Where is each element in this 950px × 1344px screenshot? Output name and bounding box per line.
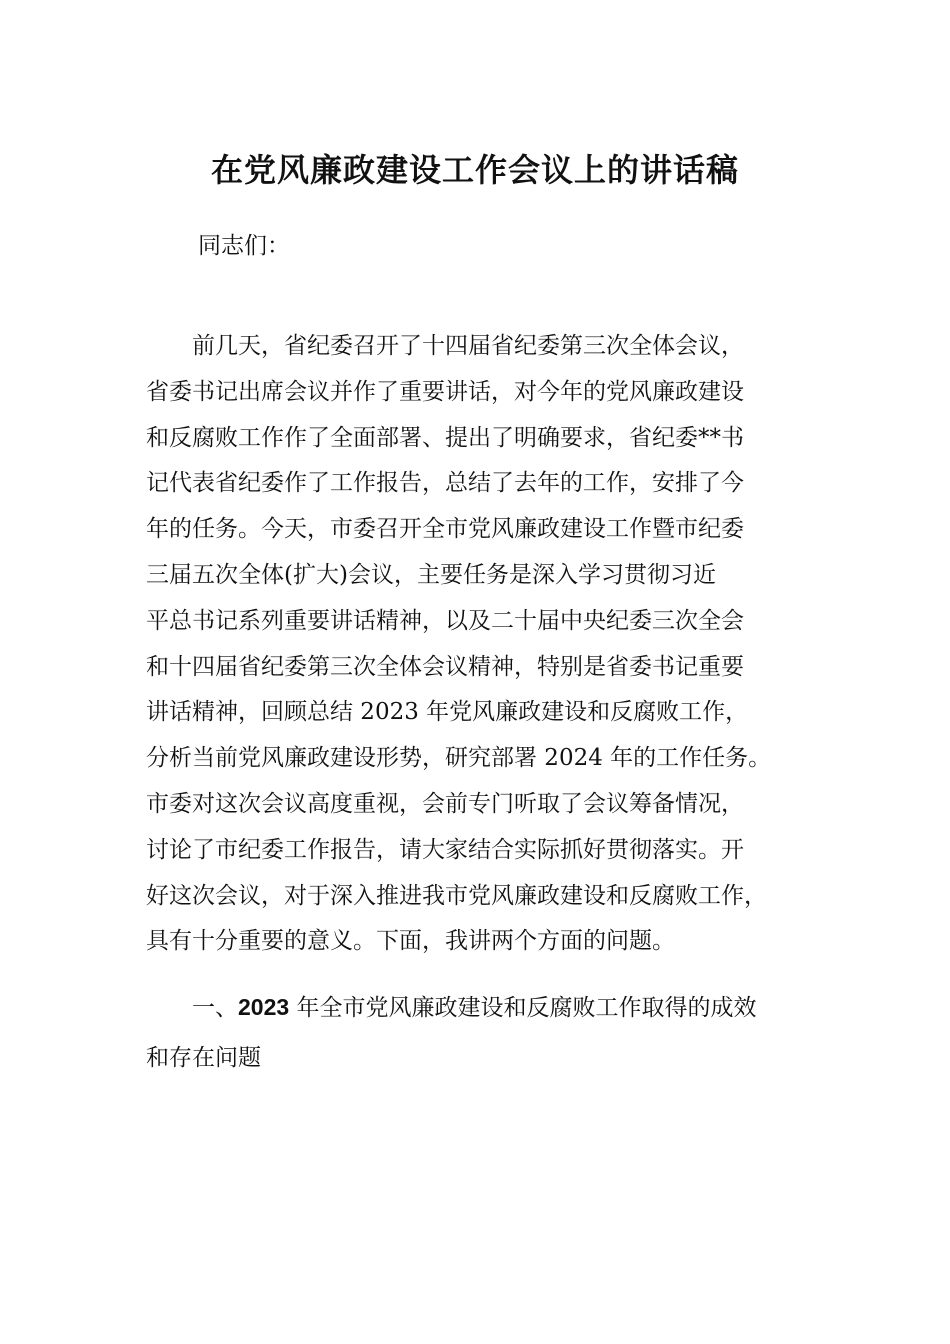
paragraph-line: 和反腐败工作作了全面部署、提出了明确要求，省纪委**书 bbox=[146, 424, 744, 451]
salutation: 同志们： bbox=[198, 233, 290, 259]
paragraph-line: 讨论了市纪委工作报告，请大家结合实际抓好贯彻落实。开 bbox=[146, 836, 744, 863]
paragraph-line: 具有十分重要的意义。下面，我讲两个方面的问题。 bbox=[146, 928, 675, 955]
paragraph-line: 年的任务。今天，市委召开全市党风廉政建设工作暨市纪委 bbox=[146, 516, 744, 543]
paragraph-line: 前几天，省纪委召开了十四届省纪委第三次全体会议， bbox=[146, 333, 744, 359]
heading-prefix: 一、 bbox=[146, 995, 238, 1021]
paragraph-line: 分析当前党风廉政建设形势，研究部署 2024 年的工作任务。 bbox=[146, 745, 772, 772]
paragraph-line: 市委对这次会议高度重视，会前专门听取了会议筹备情况， bbox=[146, 790, 744, 817]
paragraph-line: 平总书记系列重要讲话精神，以及二十届中央纪委三次全会 bbox=[146, 607, 744, 634]
section-heading bbox=[146, 982, 816, 1084]
heading-line bbox=[146, 982, 816, 1033]
heading-line: 和存在问题 bbox=[146, 1045, 261, 1071]
paragraph-line: 好这次会议，对于深入推进我市党风廉政建设和反腐败工作， bbox=[146, 882, 767, 909]
body-paragraph bbox=[146, 324, 816, 965]
heading-year: 2023 bbox=[238, 994, 290, 1020]
paragraph-line: 记代表省纪委作了工作报告，总结了去年的工作，安排了今 bbox=[146, 470, 744, 497]
paragraph-line: 省委书记出席会议并作了重要讲话，对今年的党风廉政建设 bbox=[146, 378, 744, 405]
paragraph-line: 讲话精神，回顾总结 2023 年党风廉政建设和反腐败工作， bbox=[146, 699, 749, 726]
document-title: 在党风廉政建设工作会议上的讲话稿 bbox=[210, 151, 739, 189]
paragraph-line: 和十四届省纪委第三次全体会议精神，特别是省委书记重要 bbox=[146, 653, 744, 680]
heading-text: 年全市党风廉政建设和反腐败工作取得的成效 bbox=[289, 995, 757, 1021]
paragraph-line: 三届五次全体(扩大)会议，主要任务是深入学习贯彻习近 bbox=[146, 561, 716, 588]
